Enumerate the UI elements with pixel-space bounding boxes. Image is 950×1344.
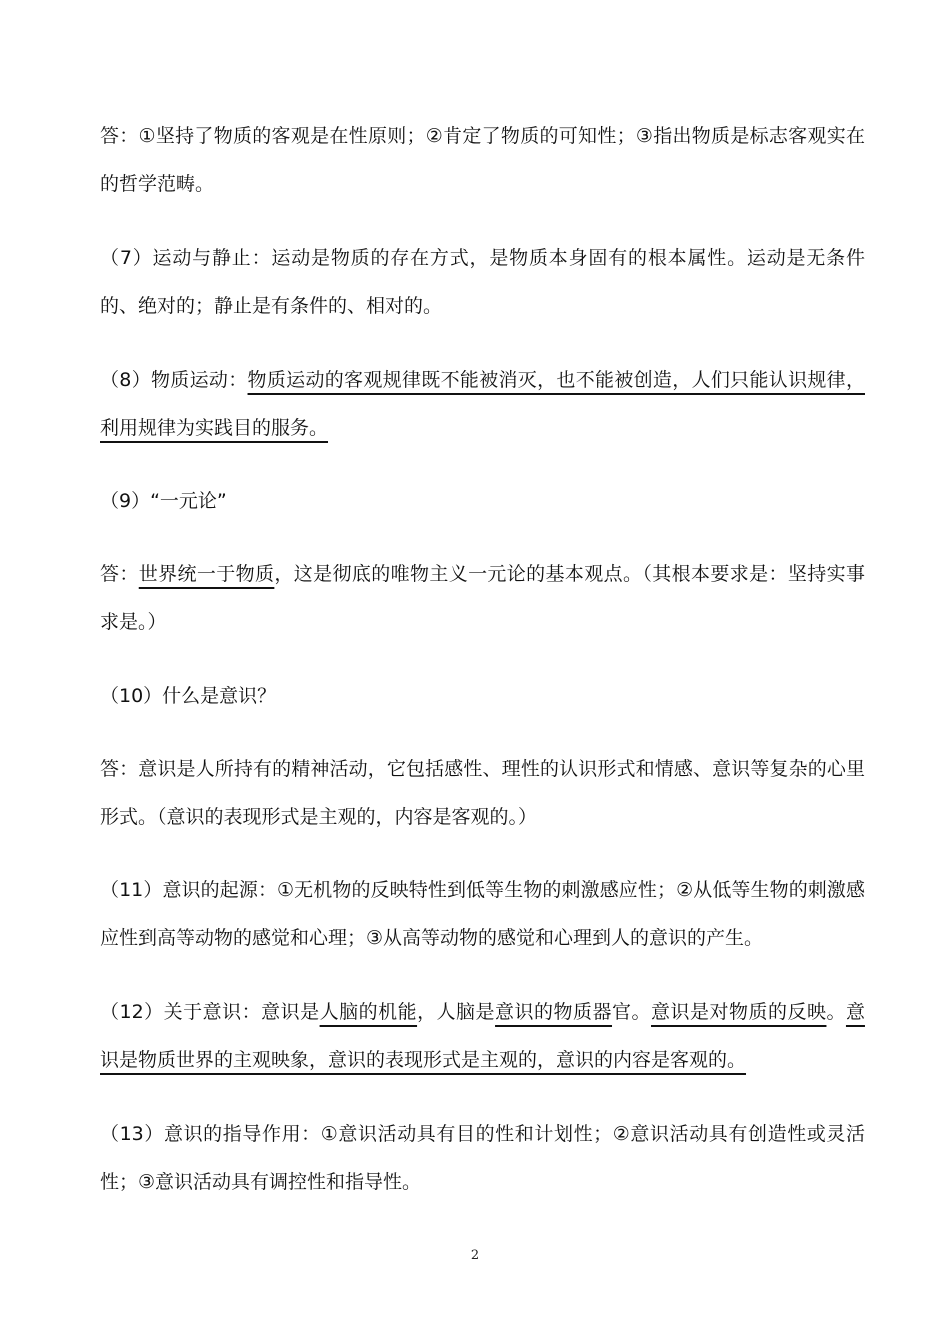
page-number: 2: [470, 1248, 480, 1263]
text-segment: （11）意识的起源：①无机物的反映特性到低等生物的刺激感应性；②从低等生物的刺激感应性到高等动物的感觉和心理；③从高等动物的感觉和心理到人的意识的产生。: [100, 879, 865, 949]
underlined-text: 人脑的机能: [319, 1001, 418, 1023]
text-segment: （10）什么是意识？: [100, 685, 277, 707]
text-segment: 。: [826, 1001, 846, 1023]
text-segment: 答：: [100, 563, 139, 585]
text-segment: （7）运动与静止：运动是物质的存在方式，是物质本身固有的根本属性。运动是无条件的、绝对的；静止是有条件的、相对的。: [100, 247, 865, 317]
text-segment: （8）物质运动：: [100, 369, 248, 391]
underlined-text: 意识是对物质的反映: [651, 1001, 827, 1023]
paragraph-material-answer: [100, 112, 865, 208]
paragraph-material-motion: [100, 356, 865, 452]
text-segment: ，人脑是: [417, 1001, 496, 1023]
text-segment: 官。: [612, 1001, 652, 1023]
underlined-text: 物质运动的客观规律既不能被消灭，也不能被创造，人们只能认识规律，利用规律为实践目的服务。: [100, 369, 865, 439]
underlined-text: 世界统一于物质: [138, 563, 275, 585]
paragraph-monism-answer: [100, 550, 865, 646]
text-segment: （12）关于意识：意识是: [100, 1001, 320, 1023]
paragraph-about-consciousness: [100, 988, 865, 1084]
paragraph-monism-heading: [100, 477, 865, 525]
underlined-text: 意识的物质器: [495, 1001, 613, 1023]
text-segment: （9）“一元论”: [100, 490, 227, 512]
text-segment: ，这是彻底的唯物主义一元论的基本观点。（其根本要求是：坚持实事求是。）: [100, 563, 865, 633]
text-segment: 答：①坚持了物质的客观是在性原则；②肯定了物质的可知性；③指出物质是标志客观实在的哲学范畴。: [100, 125, 865, 195]
paragraph-motion-and-rest: [100, 234, 865, 330]
paragraph-consciousness-answer: [100, 745, 865, 841]
text-segment: （13）意识的指导作用：①意识活动具有目的性和计划性；②意识活动具有创造性或灵活性；③意识活动具有调控性和指导性。: [100, 1123, 865, 1193]
paragraph-consciousness-question: [100, 672, 865, 720]
underlined-text: 意识是物质世界的主观映象，意识的表现形式是主观的，意识的内容是客观的。: [100, 1001, 865, 1071]
text-segment: 答：意识是人所持有的精神活动，它包括感性、理性的认识形式和情感、意识等复杂的心里形式。（意识的表现形式是主观的，内容是客观的。）: [100, 758, 865, 828]
paragraph-consciousness-guidance: [100, 1110, 865, 1206]
paragraph-consciousness-origin: [100, 866, 865, 962]
